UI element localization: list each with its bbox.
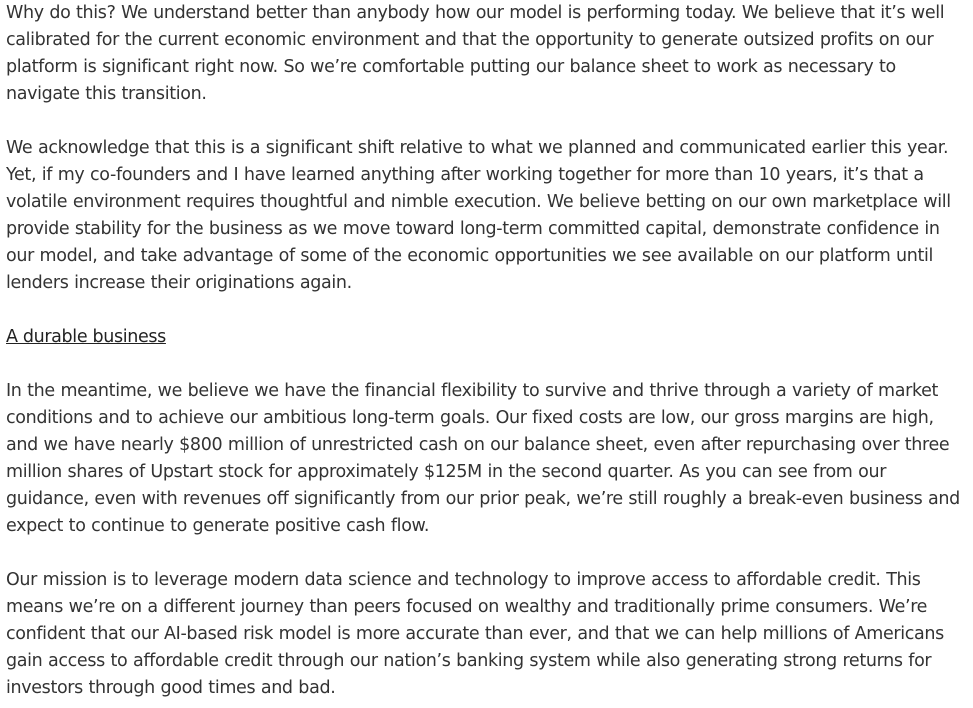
section-heading-durable-business: A durable business [6, 327, 166, 347]
paragraph-why-do-this: Why do this? We understand better than anybody how our model is performing today. We believe that it’s well calibrated for the current economic environment and that the opportunity to generate outsized profits on our platform is significant right now. So we’re comfortable putting our balance sheet to work as necessary to navigate this transition. [6, 3, 945, 104]
paragraph-mission: Our mission is to leverage modern data science and technology to improve access to affordable credit. This means we’re on a different journey than peers focused on wealthy and traditionally prime consumers. We’re confident that our AI-based risk model is more accurate than ever, and that we can help millions of Americans gain access to affordable credit through our nation’s banking system while also generating strong returns for investors through good times and bad. [6, 570, 944, 698]
paragraph-financial-flexibility: In the meantime, we believe we have the financial flexibility to survive and thrive through a variety of market conditions and to achieve our ambitious long-term goals. Our fixed costs are low, our gross margins are high, and we have nearly $800 million of unrestricted cash on our balance sheet, even after repurchasing over three million shares of Upstart stock for approximately $125M in the second quarter. As you can see from our guidance, even with revenues off significantly from our prior peak, we’re still roughly a break-even business and expect to continue to generate positive cash flow. [6, 381, 960, 536]
paragraph-significant-shift: We acknowledge that this is a significant shift relative to what we planned and communicated earlier this year. Yet, if my co-founders and I have learned anything after working together for more than 10 years, it’s that a volatile environment requires thoughtful and nimble execution. We believe betting on our own marketplace will provide stability for the business as we move toward long-term committed capital, demonstrate confidence in our model, and take advantage of some of the economic opportunities we see available on our platform until lenders increase their originations again. [6, 138, 951, 293]
